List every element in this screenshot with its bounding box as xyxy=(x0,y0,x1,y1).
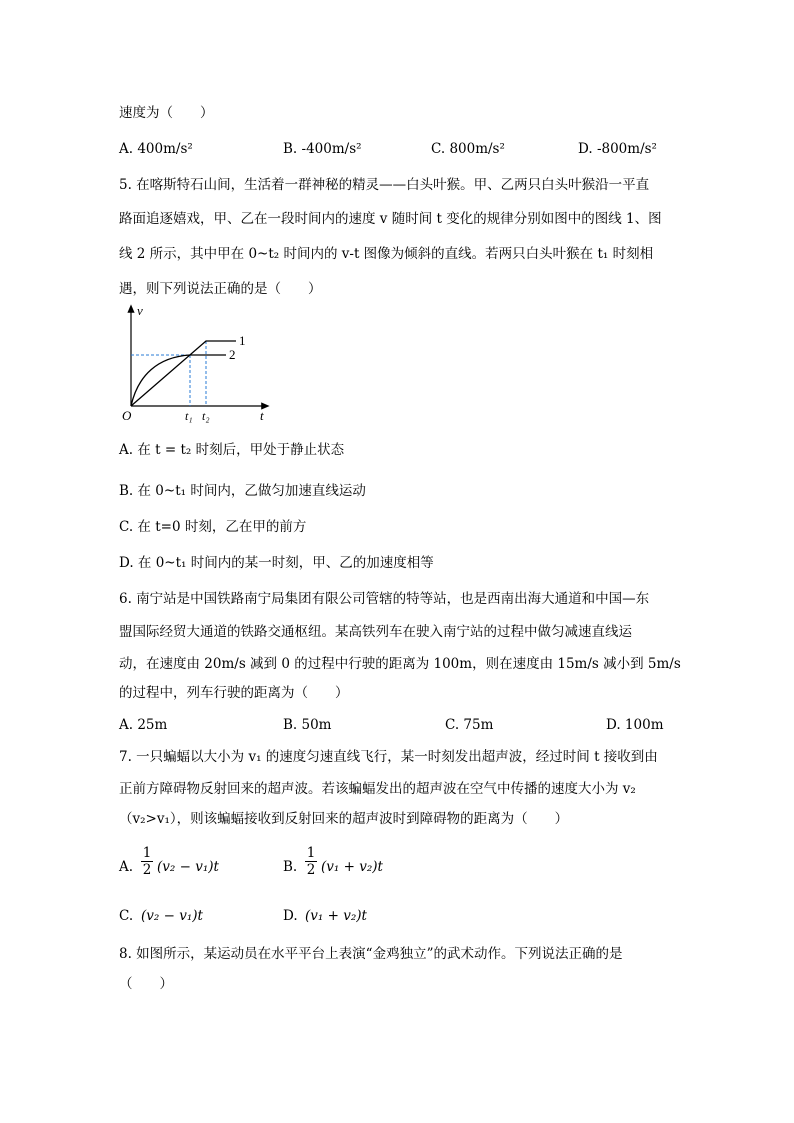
q4-stem-tail: 速度为（ ） xyxy=(119,105,214,121)
q7-option-d[interactable] xyxy=(283,907,423,927)
q6-option-b[interactable]: B. 50m xyxy=(283,717,332,733)
q7-option-a[interactable] xyxy=(119,845,259,885)
fraction-half xyxy=(305,846,317,877)
q7-stem-line3: （v₂>v₁），则该蝙蝠接收到反射回来的超声波时到障碍物的距离为（ ） xyxy=(119,811,569,827)
q6-option-c[interactable]: C. 75m xyxy=(445,717,494,733)
q6-stem-line1: 6. 南宁站是中国铁路南宁局集团有限公司管辖的特等站，也是西南出海大通道和中国—东 xyxy=(119,591,650,607)
graph-line-2 xyxy=(131,355,226,406)
q5-option-d[interactable]: D. 在 0~t₁ 时间内的某一时刻，甲、乙的加速度相等 xyxy=(119,555,434,571)
option-expression: (v₁ + v₂)t xyxy=(305,908,367,924)
option-letter: B. xyxy=(283,141,298,157)
q5-stem-line4: 遇，则下列说法正确的是（ ） xyxy=(119,281,322,297)
fraction-numerator: 1 xyxy=(142,845,152,861)
fraction-denominator: 2 xyxy=(142,862,152,878)
t2-label: t₂ xyxy=(202,409,210,423)
q6-option-d[interactable]: D. 100m xyxy=(606,717,664,733)
q4-option-d[interactable] xyxy=(578,140,657,158)
q4-option-b[interactable] xyxy=(283,140,362,158)
option-expression: (v₁ + v₂)t xyxy=(321,859,383,875)
q5-option-b[interactable]: B. 在 0~t₁ 时间内，乙做匀加速直线运动 xyxy=(119,483,366,499)
option-letter: A. xyxy=(119,141,134,157)
option-letter: B. xyxy=(283,859,298,875)
option-value: 800m/s² xyxy=(449,141,505,157)
q6-stem-line2: 盟国际经贸大通道的铁路交通枢纽。某高铁列车在驶入南宁站的过程中做匀减速直线运 xyxy=(119,624,632,640)
q5-option-a[interactable]: A. 在 t = t₂ 时刻后，甲处于静止状态 xyxy=(119,442,345,458)
vt-graph xyxy=(118,303,278,428)
option-letter: D. xyxy=(578,141,593,157)
q6-stem-line4: 的过程中，列车行驶的距离为（ ） xyxy=(119,685,349,701)
x-axis-label: t xyxy=(260,408,264,423)
q8-stem-line2: （ ） xyxy=(119,976,173,992)
q5-stem-line3: 线 2 所示，其中甲在 0~t₂ 时间内的 v-t 图像为倾斜的直线。若两只白头叶猴在 t₁ 时刻相 xyxy=(119,246,654,262)
option-expression: (v₂ − v₁)t xyxy=(141,908,203,924)
option-value: 400m/s² xyxy=(137,141,193,157)
option-letter: C. xyxy=(119,908,134,924)
option-letter: A. xyxy=(119,859,134,875)
q6-stem-line3: 动，在速度由 20m/s 减到 0 的过程中行驶的距离为 100m，则在速度由 15m/s 减小到 5m/s xyxy=(119,656,681,672)
option-letter: C. xyxy=(431,141,446,157)
t1-label: t₁ xyxy=(185,409,193,423)
q7-stem-line2: 正前方障碍物反射回来的超声波。若该蝙蝠发出的超声波在空气中传播的速度大小为 v₂ xyxy=(119,781,636,797)
q5-stem-line2: 路面追逐嬉戏，甲、乙在一段时间内的速度 v 随时间 t 变化的规律分别如图中的图线 1、图 xyxy=(119,211,662,227)
origin-label: O xyxy=(122,408,132,423)
q4-option-c[interactable] xyxy=(431,140,505,158)
q6-option-a[interactable]: A. 25m xyxy=(119,717,168,733)
fraction-half xyxy=(141,846,153,877)
line-1-label: 1 xyxy=(239,333,246,348)
fraction-denominator: 2 xyxy=(306,862,316,878)
q7-option-c[interactable] xyxy=(119,907,259,927)
option-expression: (v₂ − v₁)t xyxy=(157,859,219,875)
q4-option-a[interactable] xyxy=(119,140,193,158)
q5-option-c[interactable]: C. 在 t=0 时刻，乙在甲的前方 xyxy=(119,519,307,535)
q8-stem-line1: 8. 如图所示，某运动员在水平平台上表演“金鸡独立”的武术动作。下列说法正确的是 xyxy=(119,946,623,962)
line-2-label: 2 xyxy=(229,347,236,362)
q7-stem-line1: 7. 一只蝙蝠以大小为 v₁ 的速度匀速直线飞行，某一时刻发出超声波，经过时间 t 接收到由 xyxy=(119,749,658,765)
fraction-numerator: 1 xyxy=(306,845,316,861)
option-letter: D. xyxy=(283,908,298,924)
option-value: -800m/s² xyxy=(596,141,657,157)
y-axis-label: v xyxy=(137,303,143,318)
q5-stem-line1: 5. 在喀斯特石山间，生活着一群神秘的精灵——白头叶猴。甲、乙两只白头叶猴沿一平直 xyxy=(119,177,650,193)
option-value: -400m/s² xyxy=(301,141,362,157)
q7-option-b[interactable] xyxy=(283,845,423,885)
